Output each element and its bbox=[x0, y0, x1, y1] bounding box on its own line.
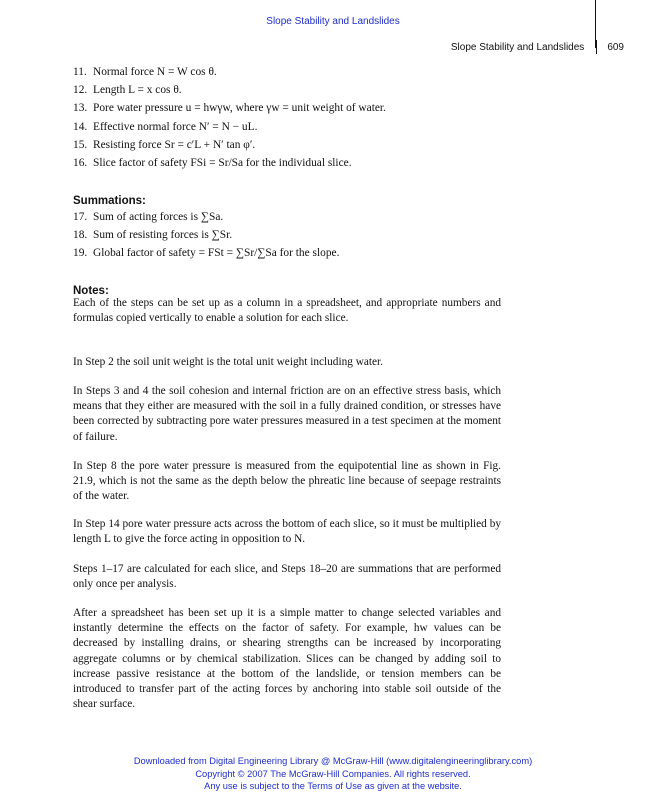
page-number: 609 bbox=[607, 41, 624, 53]
paragraph: Each of the steps can be set up as a column in a spreadsheet, and appropriate numbers and formulas copied vertically to enable a solution for each slice. bbox=[73, 297, 501, 325]
paragraph: In Step 2 the soil unit weight is the total unit weight including water. bbox=[73, 356, 383, 368]
paragraph: In Step 8 the pore water pressure is measured from the equipotential line as shown in Fig. 21.9, which is not the same as the depth below the phreatic line because of seepage restraints of the water. bbox=[73, 460, 501, 503]
list-item: 11. Normal force N = W cos θ. bbox=[73, 66, 217, 78]
list-item: 13. Pore water pressure u = hwγw, where γw = unit weight of water. bbox=[73, 102, 386, 115]
paragraph: Steps 1–17 are calculated for each slice, and Steps 18–20 are summations that are performed only once per analysis. bbox=[73, 563, 501, 591]
list-item: 15. Resisting force Sr = c′L + N′ tan φ′. bbox=[73, 138, 256, 151]
summations-heading: Summations: bbox=[73, 195, 146, 207]
steps-list bbox=[73, 63, 501, 172]
summations-list bbox=[73, 208, 501, 263]
notes-para-5 bbox=[73, 517, 501, 547]
paragraph: In Step 14 pore water pressure acts across the bottom of each slice, so it must be multiplied by length L to give the force acting in opposition to N. bbox=[73, 518, 501, 546]
footer-copyright: Copyright © 2007 The McGraw-Hill Companies. All rights reserved. bbox=[195, 768, 471, 779]
running-title: Slope Stability and Landslides bbox=[450, 41, 585, 53]
notes-para-3 bbox=[73, 384, 501, 445]
running-head bbox=[451, 40, 624, 54]
list-item: 18. Sum of resisting forces is ∑Sr. bbox=[73, 229, 233, 242]
footer-terms-link[interactable]: Any use is subject to the Terms of Use as given at the website. bbox=[204, 781, 462, 791]
top-link[interactable]: Slope Stability and Landslides bbox=[266, 16, 400, 27]
header-rule bbox=[596, 40, 597, 54]
notes-para-2 bbox=[73, 355, 501, 370]
notes-para-4 bbox=[73, 459, 501, 505]
list-item: 19. Global factor of safety = FSt = ∑Sr/∑Sa for the slope. bbox=[73, 247, 340, 260]
notes-para-1 bbox=[73, 296, 501, 326]
list-item: 14. Effective normal force N′ = N − uL. bbox=[73, 120, 258, 133]
footer-download-link[interactable]: Downloaded from Digital Engineering Library @ McGraw-Hill (www.digitalengineeringlibrary.com) bbox=[133, 756, 533, 766]
notes-heading: Notes: bbox=[73, 285, 109, 297]
notes-para-6 bbox=[73, 562, 501, 592]
steps-section bbox=[73, 63, 501, 172]
list-item: 17. Sum of acting forces is ∑Sa. bbox=[73, 211, 224, 223]
summations-section bbox=[73, 194, 501, 263]
paragraph: After a spreadsheet has been set up it is a simple matter to change selected variables and instantly determine the effects on the factor of safety. For example, hw values can be decreased by installing drains, or shearing strengths can be increased by incorporating aggregate columns or by chemical stabilization. Slices can be changed by adding soil to increase passive resistance at the bottom of the landslide, or tension members can be introduced to transfer part of the acting forces by anchoring into stable soil outside of the shear surface. bbox=[73, 607, 501, 711]
list-item: 16. Slice factor of safety FSi = Sr/Sa for the individual slice. bbox=[73, 157, 352, 170]
list-item: 12. Length L = x cos θ. bbox=[73, 84, 182, 97]
paragraph: In Steps 3 and 4 the soil cohesion and internal friction are on an effective stress basis, which means that they either are measured with the soil in a fully drained condition, or stresses have been corrected by subtracting pore water pressures measured in a test specimen at the moment of failure. bbox=[73, 385, 501, 443]
footer bbox=[0, 755, 666, 793]
notes-para-7 bbox=[73, 606, 501, 712]
